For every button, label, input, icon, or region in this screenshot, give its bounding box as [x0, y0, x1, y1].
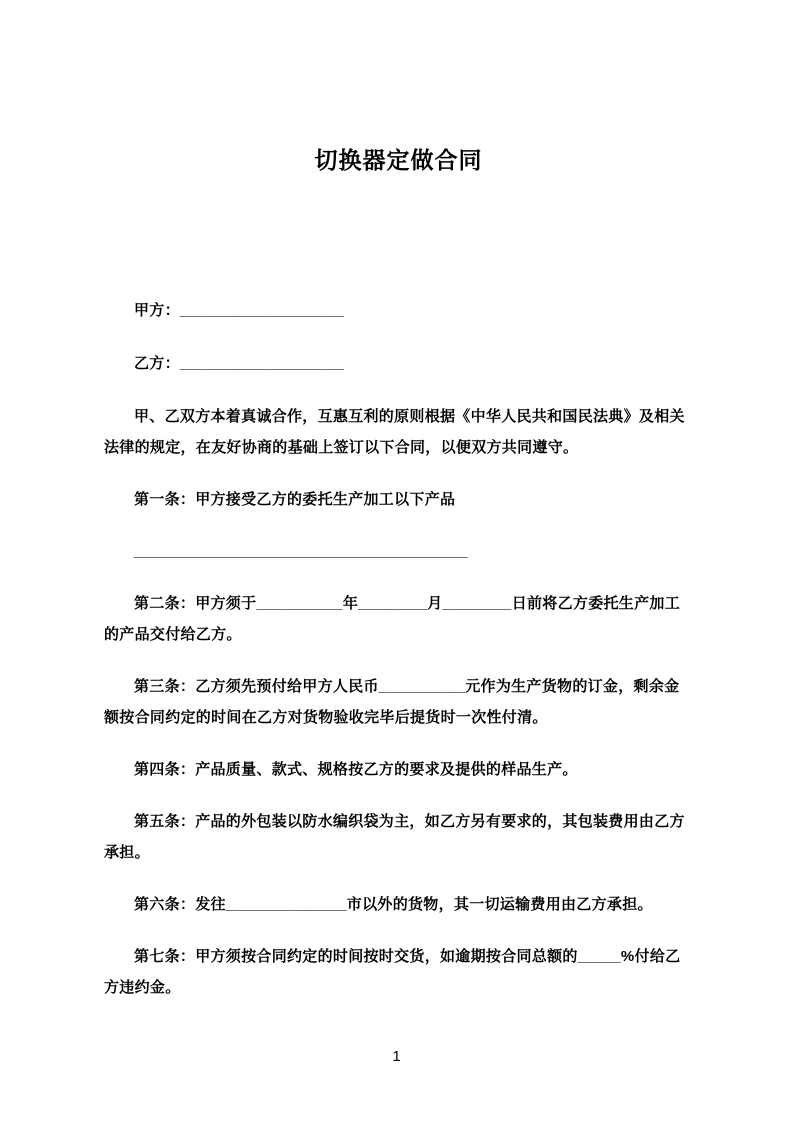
clause-6: 第六条：发往______________市以外的货物，其一切运输费用由乙方承担。 — [134, 896, 653, 913]
clause-4: 第四条：产品质量、款式、规格按乙方的要求及提供的样品生产。 — [134, 761, 578, 778]
clause-7: 第七条：甲方须按合同约定的时间按时交货，如逾期按合同总额的_____%付给乙方违约金。 — [104, 948, 681, 996]
party-a-line: 甲方：___________________ — [134, 302, 345, 319]
product-fill-line: ________________________________________ — [134, 543, 468, 560]
clause-3: 第三条：乙方须先预付给甲方人民币__________元作为生产货物的订金，剩余金额按合同约定的时间在乙方对货物验收完毕后提货时一次性付清。 — [104, 678, 680, 726]
clause-2: 第二条：甲方须于__________年________月________日前将乙方委托生产加工的产品交付给乙方。 — [104, 595, 681, 643]
clause-1: 第一条：甲方接受乙方的委托生产加工以下产品 — [134, 491, 456, 508]
preamble-paragraph: 甲、乙双方本着真诚合作，互惠互利的原则根据《中华人民共和国民法典》及相关法律的规定，在友好协商的基础上签订以下合同，以便双方共同遵守。 — [104, 408, 685, 456]
page-number: 1 — [392, 1048, 401, 1065]
party-b-line: 乙方：___________________ — [134, 355, 345, 372]
clause-5: 第五条：产品的外包装以防水编织袋为主，如乙方另有要求的，其包装费用由乙方承担。 — [104, 813, 685, 861]
document-title: 切换器定做合同 — [314, 147, 483, 173]
